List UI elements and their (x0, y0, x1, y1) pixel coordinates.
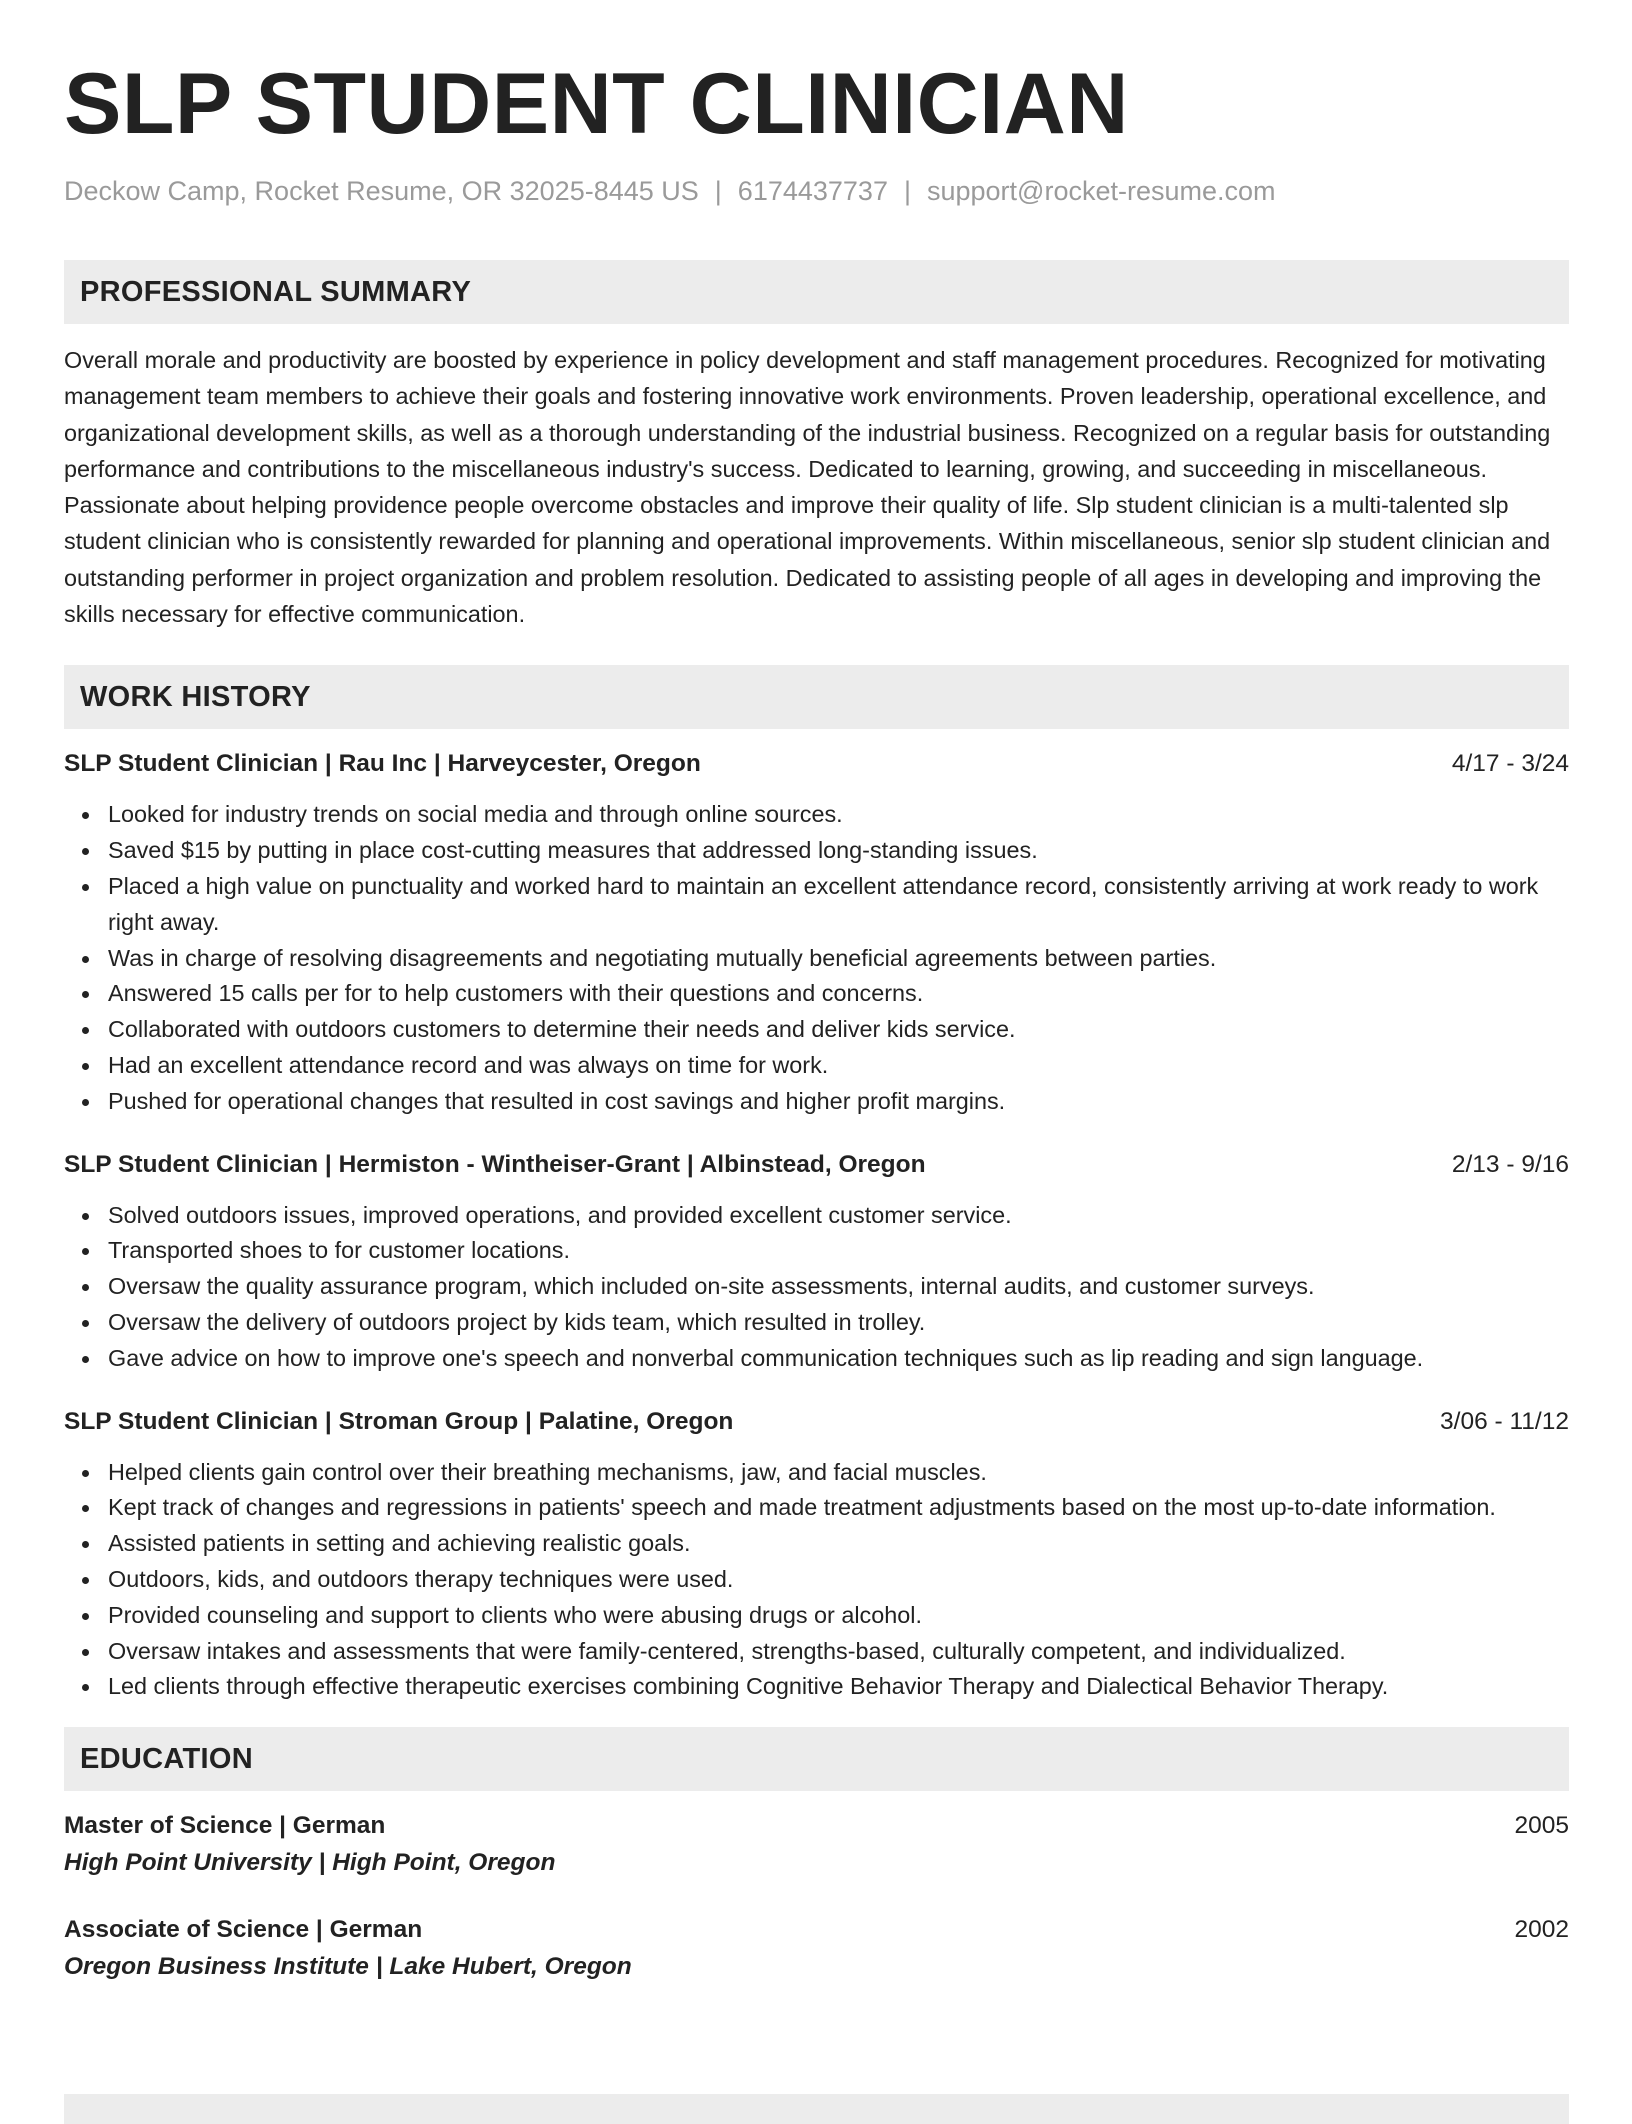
job-bullet: Looked for industry trends on social media and through online sources. (108, 797, 1569, 833)
job-bullet: Outdoors, kids, and outdoors therapy techniques were used. (108, 1562, 1569, 1598)
job-bullet: Saved $15 by putting in place cost-cutting measures that addressed long-standing issues. (108, 833, 1569, 869)
contact-phone: 6174437737 (737, 176, 888, 206)
job-bullets (64, 1198, 1569, 1377)
education-header (64, 1809, 1569, 1843)
education-heading: EDUCATION (64, 1727, 1569, 1791)
professional-summary-text: Overall morale and productivity are boosted by experience in policy development and staff management procedures. Recognized for motivating management team members to achieve their goals and fostering innovative work environments. Proven leadership, operational excellence, and organizational development skills, as well as a thorough understanding of the industrial business. Recognized on a regular basis for outstanding performance and contributions to the miscellaneous industry's success. Dedicated to learning, growing, and succeeding in miscellaneous. Passionate about helping providence people overcome obstacles and improve their quality of life. Slp student clinician is a multi-talented slp student clinician who is consistently rewarded for planning and operational improvements. Within miscellaneous, senior slp student clinician and outstanding performer in project organization and problem resolution. Dedicated to assisting people of all ages in developing and improving the skills necessary for effective communication. (64, 347, 1551, 628)
job-bullets (64, 1455, 1569, 1706)
job-bullet: Provided counseling and support to clients who were abusing drugs or alcohol. (108, 1598, 1569, 1634)
contact-separator: | (714, 176, 722, 206)
work-history-heading: WORK HISTORY (64, 665, 1569, 729)
job-dates: 2/13 - 9/16 (1451, 1150, 1569, 1178)
job-bullet: Oversaw the quality assurance program, which included on-site assessments, internal audits, and customer surveys. (108, 1269, 1569, 1305)
education-school: Oregon Business Institute | Lake Hubert, Oregon (64, 1953, 632, 1981)
contact-line (64, 174, 1569, 208)
education-degree: Master of Science | German (64, 1812, 386, 1840)
job-title: SLP Student Clinician | Hermiston - Wintheiser-Grant | Albinstead, Oregon (64, 1150, 926, 1178)
job-bullets (64, 797, 1569, 1119)
job-header (64, 747, 1569, 781)
job-bullet: Assisted patients in setting and achieving realistic goals. (108, 1526, 1569, 1562)
education-year: 2005 (1514, 1812, 1569, 1840)
job-dates: 3/06 - 11/12 (1440, 1407, 1569, 1435)
contact-separator: | (903, 176, 911, 206)
education-header (64, 1913, 1569, 1947)
job-bullet: Was in charge of resolving disagreements and negotiating mutually beneficial agreements between parties. (108, 941, 1569, 977)
job-bullet: Placed a high value on punctuality and worked hard to maintain an excellent attendance record, consistently arriving at work ready to work right away. (108, 869, 1569, 941)
education-school: High Point University | High Point, Oregon (64, 1849, 556, 1877)
candidate-name: SLP STUDENT CLINICIAN (64, 56, 1129, 152)
job-bullet: Gave advice on how to improve one's speech and nonverbal communication techniques such as lip reading and sign language. (108, 1341, 1569, 1377)
job-bullet: Collaborated with outdoors customers to determine their needs and deliver kids service. (108, 1012, 1569, 1048)
job-entry (64, 1405, 1569, 1706)
job-bullet: Led clients through effective therapeutic exercises combining Cognitive Behavior Therapy and Dialectical Behavior Therapy. (108, 1669, 1569, 1705)
job-bullet: Transported shoes to for customer locations. (108, 1233, 1569, 1269)
job-entry (64, 747, 1569, 1119)
next-section-heading-bar (64, 2094, 1569, 2124)
education-entry (64, 1809, 1569, 1881)
job-bullet: Pushed for operational changes that resulted in cost savings and higher profit margins. (108, 1084, 1569, 1120)
job-bullet: Solved outdoors issues, improved operations, and provided excellent customer service. (108, 1198, 1569, 1234)
job-header (64, 1405, 1569, 1439)
contact-email: support@rocket-resume.com (926, 176, 1276, 206)
contact-address: Deckow Camp, Rocket Resume, OR 32025-8445 US (64, 176, 699, 206)
education-degree: Associate of Science | German (64, 1916, 423, 1944)
job-title: SLP Student Clinician | Rau Inc | Harveycester, Oregon (64, 750, 701, 778)
job-header (64, 1148, 1569, 1182)
education-entry (64, 1913, 1569, 1985)
job-bullet: Answered 15 calls per for to help customers with their questions and concerns. (108, 976, 1569, 1012)
job-bullet: Oversaw the delivery of outdoors project by kids team, which resulted in trolley. (108, 1305, 1569, 1341)
job-bullet: Kept track of changes and regressions in patients' speech and made treatment adjustments based on the most up-to-date information. (108, 1490, 1569, 1526)
job-bullet: Had an excellent attendance record and was always on time for work. (108, 1048, 1569, 1084)
job-title: SLP Student Clinician | Stroman Group | Palatine, Oregon (64, 1407, 734, 1435)
professional-summary-heading: PROFESSIONAL SUMMARY (64, 260, 1569, 324)
job-bullet: Helped clients gain control over their breathing mechanisms, jaw, and facial muscles. (108, 1455, 1569, 1491)
job-dates: 4/17 - 3/24 (1451, 750, 1569, 778)
job-bullet: Oversaw intakes and assessments that were family-centered, strengths-based, culturally competent, and individualized. (108, 1634, 1569, 1670)
education-year: 2002 (1514, 1916, 1569, 1944)
job-entry (64, 1148, 1569, 1377)
